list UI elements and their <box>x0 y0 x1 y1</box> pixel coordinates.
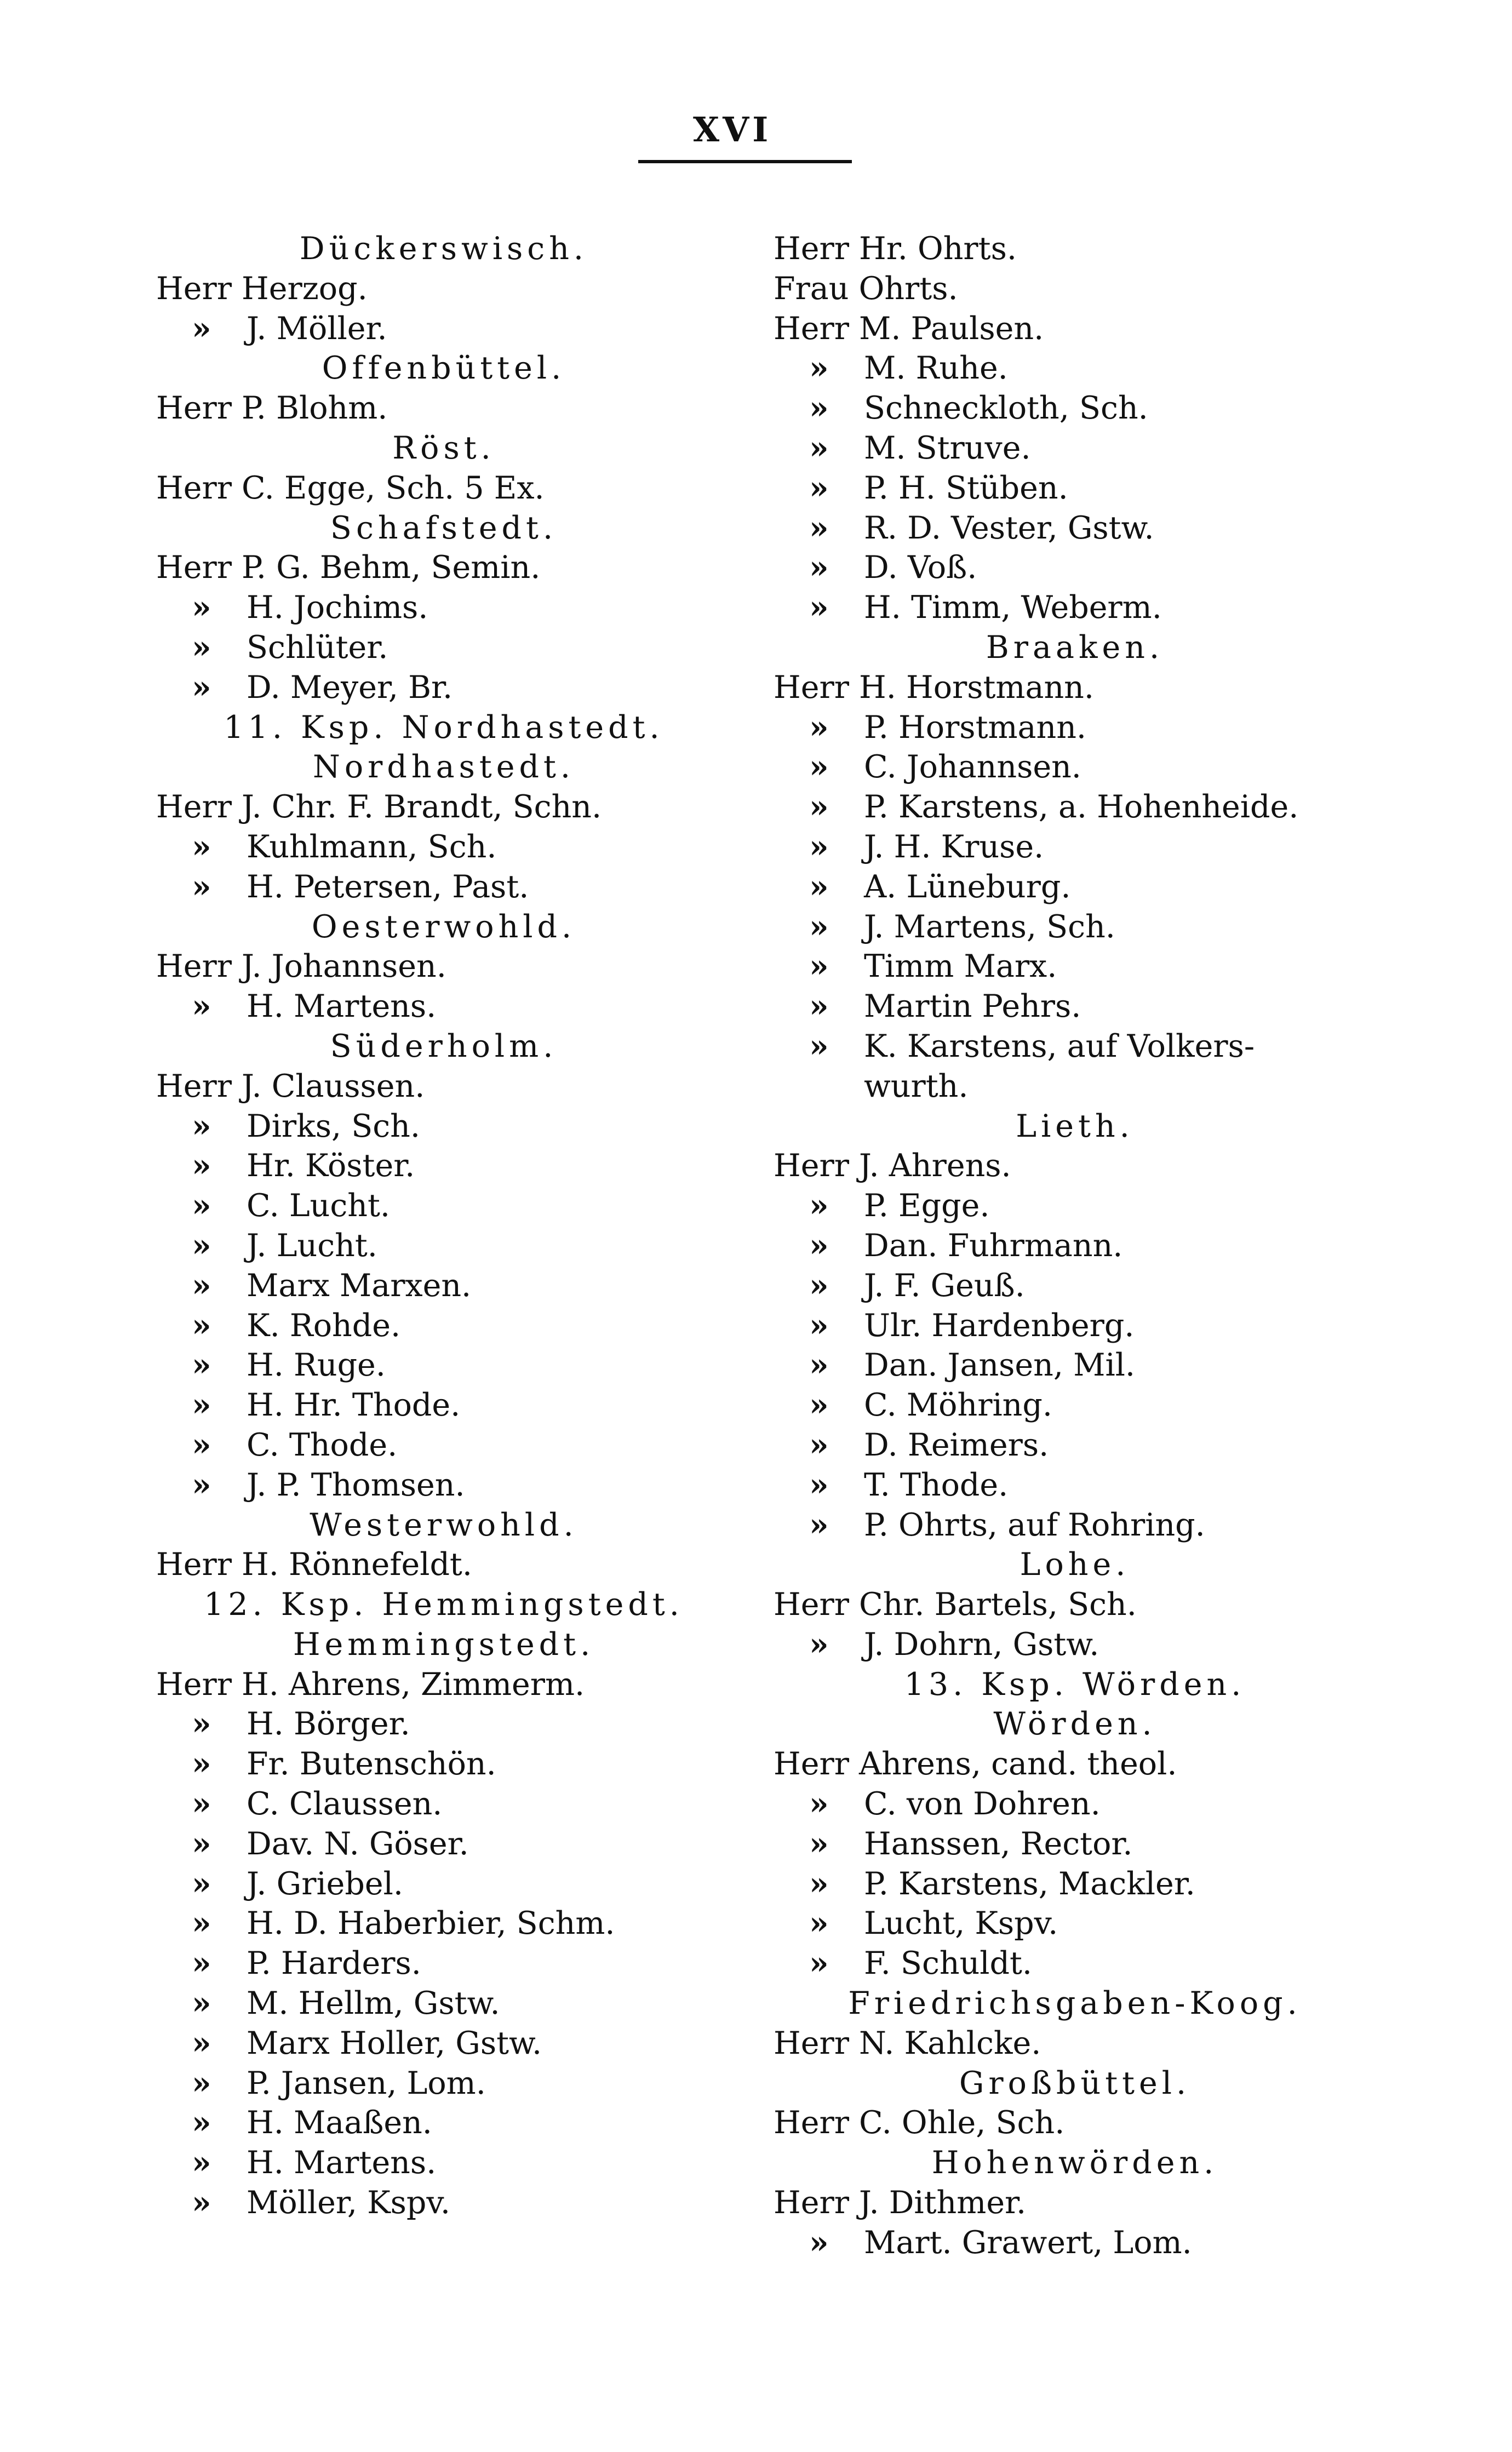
entry-continuation <box>774 1067 1376 1107</box>
ditto-mark: » <box>809 1387 829 1424</box>
entry-text: H. Timm, Weberm. <box>864 589 1162 626</box>
subscriber-entry <box>156 867 731 907</box>
entry-text: Herr H. Ahrens, Zimmerm. <box>156 1666 585 1703</box>
subscriber-entry <box>774 229 1376 269</box>
place-heading <box>156 428 731 468</box>
entry-text: P. Jansen, Lom. <box>247 2065 486 2101</box>
subscriber-entry <box>774 2103 1376 2143</box>
ditto-mark: » <box>809 1825 829 1862</box>
entry-text: 11. Ksp. Nordhastedt. <box>224 709 664 746</box>
subscriber-entry <box>774 1944 1376 1984</box>
ditto-mark: » <box>192 1187 211 1224</box>
subscriber-entry <box>156 987 731 1027</box>
subscriber-entry <box>774 1784 1376 1824</box>
place-heading <box>156 1027 731 1067</box>
subscriber-entry <box>774 1306 1376 1346</box>
ditto-mark: » <box>192 1267 211 1304</box>
ditto-mark: » <box>809 1426 829 1463</box>
ditto-mark: » <box>192 1745 211 1783</box>
subscriber-entry <box>774 787 1376 827</box>
entry-text: Hemmingstedt. <box>293 1626 595 1663</box>
subscriber-entry <box>156 2064 731 2104</box>
subscriber-entry <box>156 1186 731 1226</box>
entry-text: J. Griebel. <box>247 1865 403 1902</box>
subscriber-entry <box>774 1226 1376 1266</box>
entry-text: Hr. Köster. <box>247 1148 415 1184</box>
subscriber-entry <box>774 827 1376 867</box>
subscriber-entry <box>774 388 1376 428</box>
subscriber-entry <box>774 1864 1376 1904</box>
place-heading <box>156 1585 731 1625</box>
place-heading <box>156 229 731 269</box>
subscriber-entry <box>774 947 1376 987</box>
place-heading <box>156 1625 731 1665</box>
ditto-mark: » <box>192 1227 211 1264</box>
subscriber-entry <box>156 2024 731 2064</box>
subscriber-entry <box>774 1027 1376 1067</box>
entry-text: Oesterwohld. <box>311 908 576 945</box>
entry-text: K. Rohde. <box>247 1307 401 1344</box>
place-heading <box>774 1704 1376 1744</box>
entry-text: 13. Ksp. Wörden. <box>904 1666 1246 1703</box>
ditto-mark: » <box>192 1387 211 1424</box>
left-column <box>156 229 731 2223</box>
ditto-mark: » <box>809 1625 829 1663</box>
entry-text: Frau Ohrts. <box>774 270 958 307</box>
entry-text: J. Möller. <box>247 310 387 347</box>
subscriber-entry <box>774 428 1376 468</box>
ditto-mark: » <box>192 1905 211 1942</box>
entry-text: J. P. Thomsen. <box>247 1466 465 1503</box>
entry-text: Herr C. Ohle, Sch. <box>774 2105 1065 2141</box>
entry-text: R. D. Vester, Gstw. <box>864 509 1154 546</box>
subscriber-entry <box>774 2223 1376 2263</box>
place-heading <box>156 1505 731 1545</box>
place-heading <box>774 628 1376 668</box>
ditto-mark: » <box>809 748 829 786</box>
entry-text: J. Dohrn, Gstw. <box>864 1626 1099 1663</box>
subscriber-entry <box>156 1704 731 1744</box>
entry-text: J. Lucht. <box>247 1227 377 1264</box>
entry-text: Dav. N. Göser. <box>247 1825 469 1862</box>
subscriber-entry <box>156 1545 731 1585</box>
entry-text: A. Lüneburg. <box>864 868 1071 905</box>
subscriber-entry <box>156 787 731 827</box>
entry-text: Offenbüttel. <box>322 350 566 387</box>
subscriber-entry <box>156 1744 731 1784</box>
subscriber-entry <box>156 947 731 987</box>
subscriber-entry <box>774 1824 1376 1864</box>
subscriber-entry <box>774 1744 1376 1784</box>
entry-text: K. Karstens, auf Volkers- <box>864 1028 1255 1064</box>
entry-text: P. Ohrts, auf Rohring. <box>864 1506 1205 1543</box>
ditto-mark: » <box>192 1147 211 1184</box>
entry-text: H. Jochims. <box>247 589 428 626</box>
ditto-mark: » <box>809 948 829 985</box>
subscriber-entry <box>156 1864 731 1904</box>
entry-text: Kuhlmann, Sch. <box>247 828 497 865</box>
header-rule <box>638 160 852 163</box>
ditto-mark: » <box>809 469 829 506</box>
entry-text: Marx Holler, Gstw. <box>247 2025 542 2061</box>
ditto-mark: » <box>809 549 829 586</box>
entry-text: Herr Herzog. <box>156 270 368 307</box>
entry-text: Schnecklоth, Sch. <box>864 390 1148 427</box>
subscriber-entry <box>156 1146 731 1186</box>
entry-text: H. Martens. <box>247 988 437 1025</box>
ditto-mark: » <box>809 589 829 626</box>
ditto-mark: » <box>192 2104 211 2141</box>
entry-text: F. Schuldt. <box>864 1945 1033 1982</box>
entry-text: H. Börger. <box>247 1706 410 1743</box>
ditto-mark: » <box>809 1905 829 1942</box>
ditto-mark: » <box>809 429 829 466</box>
right-column <box>774 229 1376 2263</box>
ditto-mark: » <box>192 2024 211 2061</box>
subscriber-entry <box>156 827 731 867</box>
subscriber-entry <box>156 668 731 708</box>
subscriber-entry <box>774 1465 1376 1505</box>
subscriber-entry <box>774 2024 1376 2064</box>
entry-text: H. Hr. Thode. <box>247 1387 461 1424</box>
entry-text: Herr J. Chr. F. Brandt, Schn. <box>156 789 602 826</box>
place-heading <box>156 747 731 787</box>
subscriber-entry <box>774 508 1376 548</box>
ditto-mark: » <box>809 350 829 387</box>
entry-text: H. Martens. <box>247 2145 437 2181</box>
entry-text: Dan. Fuhrmann. <box>864 1227 1123 1264</box>
entry-text: Herr P. G. Behm, Semin. <box>156 549 541 586</box>
subscriber-entry <box>774 708 1376 748</box>
entry-text: C. Thode. <box>247 1426 398 1463</box>
subscriber-entry <box>156 388 731 428</box>
entry-text: Herr N. Kahlcke. <box>774 2025 1041 2061</box>
subscriber-entry <box>156 1385 731 1425</box>
subscriber-entry <box>774 309 1376 349</box>
entry-text: Herr J. Dithmer. <box>774 2185 1027 2221</box>
subscriber-entry <box>156 1425 731 1465</box>
subscriber-entry <box>156 1665 731 1705</box>
entry-text: Friedrichsgaben-Koog. <box>848 1985 1302 2022</box>
place-heading <box>774 1107 1376 1147</box>
entry-text: Schafstedt. <box>330 509 558 546</box>
ditto-mark: » <box>192 828 211 865</box>
place-heading <box>774 1665 1376 1705</box>
subscriber-entry <box>156 2103 731 2143</box>
ditto-mark: » <box>192 589 211 626</box>
entry-text: Dückerswisch. <box>299 231 588 267</box>
entry-text: J. H. Kruse. <box>864 828 1044 865</box>
subscriber-entry <box>774 747 1376 787</box>
entry-text: P. Harders. <box>247 1945 421 1982</box>
ditto-mark: » <box>192 1107 211 1144</box>
entry-text: Herr Chr. Bartels, Sch. <box>774 1586 1137 1623</box>
subscriber-entry <box>156 1067 731 1107</box>
entry-text: Wörden. <box>993 1706 1156 1743</box>
entry-text: T. Thode. <box>864 1466 1009 1503</box>
ditto-mark: » <box>809 1347 829 1384</box>
entry-text: J. Martens, Sch. <box>864 908 1115 945</box>
subscriber-entry <box>774 2183 1376 2223</box>
page-number: XVI <box>693 110 772 150</box>
ditto-mark: » <box>809 1267 829 1304</box>
subscriber-entry <box>156 309 731 349</box>
entry-text: Herr J. Claussen. <box>156 1068 425 1104</box>
subscriber-entry <box>156 1465 731 1505</box>
subscriber-entry <box>156 588 731 628</box>
place-heading <box>774 2143 1376 2183</box>
entry-text: Mart. Grawert, Lom. <box>864 2224 1192 2261</box>
ditto-mark: » <box>192 2144 211 2181</box>
subscriber-entry <box>774 1625 1376 1665</box>
entry-text: Lohe. <box>1020 1546 1130 1583</box>
entry-text: D. Voß. <box>864 549 977 586</box>
entry-text: C. Möhring. <box>864 1387 1053 1424</box>
place-heading <box>774 1545 1376 1585</box>
subscriber-entry <box>156 1107 731 1147</box>
entry-text: Herr J. Ahrens. <box>774 1148 1011 1184</box>
entry-text: Herr H. Horstmann. <box>774 669 1095 706</box>
entry-text: C. von Dohren. <box>864 1786 1101 1823</box>
subscriber-entry <box>156 1306 731 1346</box>
entry-text: M. Ruhe. <box>864 350 1008 387</box>
ditto-mark: » <box>809 1466 829 1503</box>
ditto-mark: » <box>192 1705 211 1743</box>
entry-text: Herr M. Paulsen. <box>774 310 1044 347</box>
entry-text: P. Karstens, a. Hohenheide. <box>864 789 1299 826</box>
subscriber-entry <box>156 548 731 588</box>
entry-text: Herr Ahrens, cand. theol. <box>774 1746 1177 1783</box>
place-heading <box>774 1984 1376 2024</box>
subscriber-entry <box>156 1345 731 1385</box>
entry-text: Hohenwörden. <box>931 2145 1218 2181</box>
entry-text: P. Karstens, Mackler. <box>864 1865 1195 1902</box>
entry-text: Herr J. Johannsen. <box>156 948 446 985</box>
entry-text: D. Reimers. <box>864 1426 1049 1463</box>
entry-text: P. H. Stüben. <box>864 469 1068 506</box>
entry-text: Süderholm. <box>330 1028 558 1064</box>
subscriber-entry <box>156 1984 731 2024</box>
entry-text: Großbüttel. <box>959 2065 1191 2101</box>
entry-text: Herr C. Egge, Sch. 5 Ex. <box>156 469 545 506</box>
subscriber-entry <box>156 628 731 668</box>
place-heading <box>156 508 731 548</box>
entry-text: 12. Ksp. Hemmingstedt. <box>204 1586 684 1623</box>
entry-text: Dan. Jansen, Mil. <box>864 1347 1136 1384</box>
ditto-mark: » <box>809 1187 829 1224</box>
ditto-mark: » <box>809 1785 829 1823</box>
entry-text: wurth. <box>864 1068 969 1104</box>
ditto-mark: » <box>192 310 211 347</box>
subscriber-entry <box>774 1904 1376 1944</box>
subscriber-entry <box>774 987 1376 1027</box>
ditto-mark: » <box>192 1347 211 1384</box>
subscriber-entry <box>774 548 1376 588</box>
ditto-mark: » <box>192 628 211 666</box>
subscriber-entry <box>156 2183 731 2223</box>
ditto-mark: » <box>809 1027 829 1064</box>
entry-text: Lieth. <box>1016 1108 1134 1144</box>
entry-text: Dirks, Sch. <box>247 1108 421 1144</box>
subscriber-entry <box>156 1944 731 1984</box>
ditto-mark: » <box>809 1865 829 1902</box>
ditto-mark: » <box>192 988 211 1025</box>
ditto-mark: » <box>809 1945 829 1982</box>
place-heading <box>156 348 731 388</box>
ditto-mark: » <box>809 509 829 546</box>
entry-text: J. F. Geuß. <box>864 1267 1025 1304</box>
subscriber-entry <box>774 1585 1376 1625</box>
ditto-mark: » <box>809 708 829 746</box>
entry-text: M. Hellm, Gstw. <box>247 1985 500 2022</box>
subscriber-entry <box>156 468 731 508</box>
ditto-mark: » <box>809 988 829 1025</box>
entry-text: M. Struve. <box>864 429 1031 466</box>
subscriber-entry <box>774 1385 1376 1425</box>
ditto-mark: » <box>192 1985 211 2022</box>
subscriber-entry <box>774 588 1376 628</box>
entry-text: Herr H. Rönnefeldt. <box>156 1546 472 1583</box>
subscriber-entry <box>774 1345 1376 1385</box>
ditto-mark: » <box>809 2224 829 2261</box>
subscriber-entry <box>774 1425 1376 1465</box>
entry-text: D. Meyer, Br. <box>247 669 453 706</box>
entry-text: H. Maaßen. <box>247 2105 432 2141</box>
ditto-mark: » <box>192 668 211 706</box>
subscriber-entry <box>156 269 731 309</box>
entry-text: Ulr. Hardenberg. <box>864 1307 1135 1344</box>
ditto-mark: » <box>192 868 211 905</box>
entry-text: Westerwohld. <box>310 1506 578 1543</box>
subscriber-entry <box>774 1146 1376 1186</box>
ditto-mark: » <box>192 1466 211 1503</box>
entry-text: P. Horstmann. <box>864 709 1087 746</box>
ditto-mark: » <box>192 1825 211 1862</box>
entry-text: Fr. Butenschön. <box>247 1746 496 1783</box>
subscriber-entry <box>156 1824 731 1864</box>
entry-text: H. Petersen, Past. <box>247 868 529 905</box>
subscriber-entry <box>774 1186 1376 1226</box>
subscriber-entry <box>774 1505 1376 1545</box>
subscriber-entry <box>774 468 1376 508</box>
entry-text: Hanssen, Rector. <box>864 1825 1133 1862</box>
ditto-mark: » <box>192 1945 211 1982</box>
subscriber-entry <box>156 1784 731 1824</box>
entry-text: H. D. Haberbier, Schm. <box>247 1905 615 1942</box>
entry-text: Herr P. Blohm. <box>156 390 388 427</box>
ditto-mark: » <box>809 908 829 945</box>
ditto-mark: » <box>809 1227 829 1264</box>
subscriber-entry <box>156 2143 731 2183</box>
ditto-mark: » <box>192 1865 211 1902</box>
subscriber-entry <box>774 269 1376 309</box>
ditto-mark: » <box>809 828 829 865</box>
ditto-mark: » <box>809 1506 829 1543</box>
entry-text: C. Lucht. <box>247 1188 391 1224</box>
ditto-mark: » <box>809 788 829 826</box>
ditto-mark: » <box>192 2184 211 2221</box>
entry-text: Braaken. <box>986 629 1164 666</box>
entry-text: Timm Marx. <box>864 948 1057 985</box>
subscriber-entry <box>156 1226 731 1266</box>
place-heading <box>774 2064 1376 2104</box>
ditto-mark: » <box>192 2064 211 2101</box>
ditto-mark: » <box>192 1307 211 1344</box>
entry-text: C. Claussen. <box>247 1786 443 1823</box>
ditto-mark: » <box>192 1785 211 1823</box>
subscriber-entry <box>774 668 1376 708</box>
entry-text: Röst. <box>392 429 495 466</box>
subscriber-entry <box>156 1904 731 1944</box>
place-heading <box>156 708 731 748</box>
ditto-mark: » <box>809 868 829 905</box>
subscriber-entry <box>774 907 1376 947</box>
entry-text: C. Johannsen. <box>864 749 1081 786</box>
entry-text: P. Egge. <box>864 1188 990 1224</box>
entry-text: Lucht, Kspv. <box>864 1905 1058 1942</box>
entry-text: Herr Hr. Ohrts. <box>774 231 1017 267</box>
entry-text: Möller, Kspv. <box>247 2185 450 2221</box>
entry-text: H. Ruge. <box>247 1347 386 1384</box>
entry-text: Schlüter. <box>247 629 388 666</box>
subscriber-entry <box>156 1266 731 1306</box>
ditto-mark: » <box>809 1307 829 1344</box>
subscriber-entry <box>774 1266 1376 1306</box>
entry-text: Nordhastedt. <box>312 749 575 786</box>
ditto-mark: » <box>809 389 829 427</box>
place-heading <box>156 907 731 947</box>
ditto-mark: » <box>192 1426 211 1463</box>
entry-text: Martin Pehrs. <box>864 988 1081 1025</box>
entry-text: Marx Marxen. <box>247 1267 472 1304</box>
subscriber-entry <box>774 867 1376 907</box>
subscriber-entry <box>774 348 1376 388</box>
